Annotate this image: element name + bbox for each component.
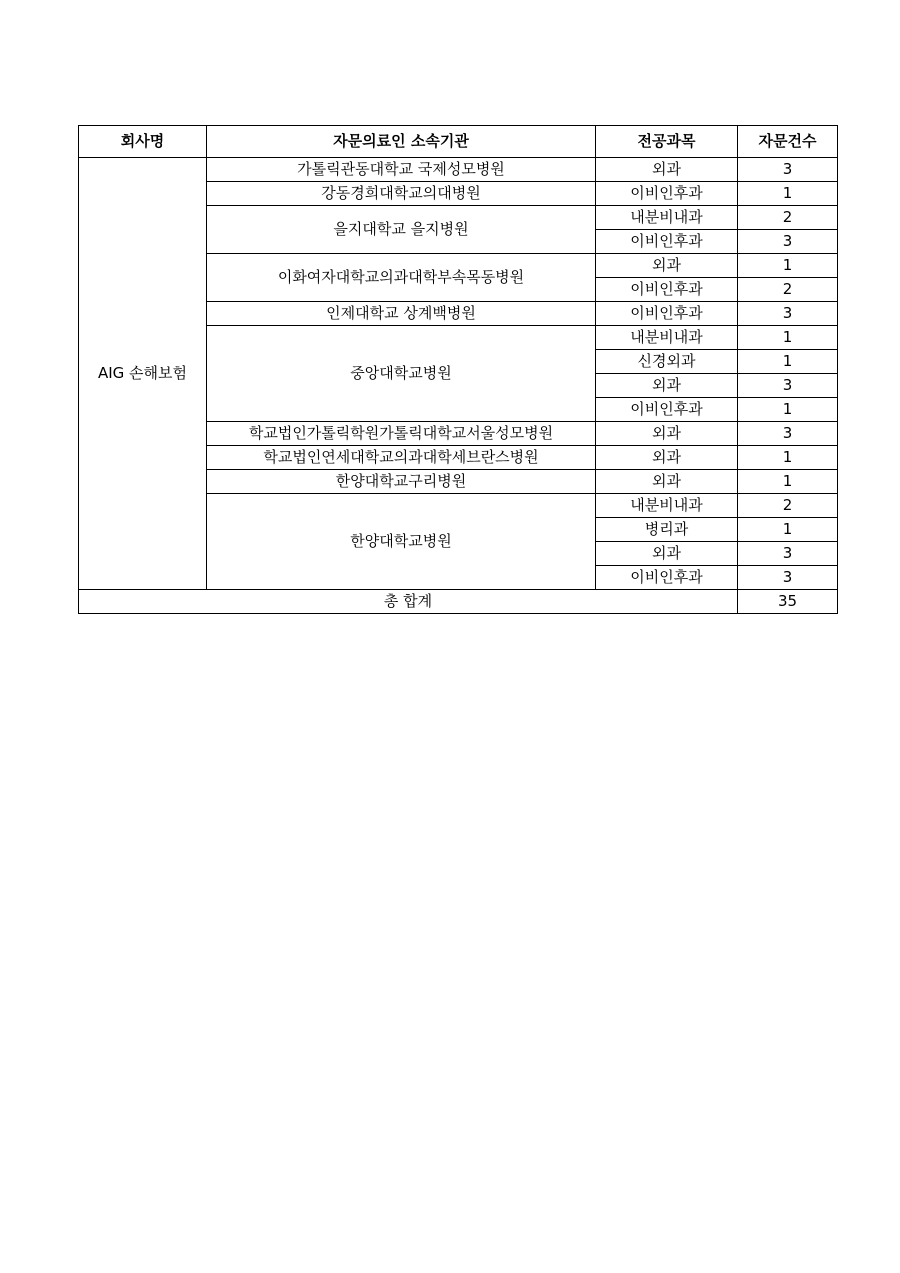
- specialty-cell: 내분비내과: [596, 326, 738, 350]
- specialty-cell: 이비인후과: [596, 182, 738, 206]
- institution-cell: 한양대학교구리병원: [207, 470, 596, 494]
- count-cell: 1: [738, 446, 838, 470]
- specialty-cell: 이비인후과: [596, 278, 738, 302]
- institution-cell: 학교법인가톨릭학원가톨릭대학교서울성모병원: [207, 422, 596, 446]
- count-cell: 1: [738, 182, 838, 206]
- consultation-table: [78, 125, 838, 614]
- specialty-cell: 외과: [596, 542, 738, 566]
- company-cell: AIG 손해보험: [79, 158, 207, 590]
- specialty-cell: 이비인후과: [596, 302, 738, 326]
- count-cell: 3: [738, 422, 838, 446]
- header-specialty: 전공과목: [596, 126, 738, 158]
- count-cell: 3: [738, 374, 838, 398]
- specialty-cell: 외과: [596, 374, 738, 398]
- count-cell: 3: [738, 566, 838, 590]
- specialty-cell: 내분비내과: [596, 494, 738, 518]
- count-cell: 1: [738, 326, 838, 350]
- count-cell: 3: [738, 158, 838, 182]
- header-company: 회사명: [79, 126, 207, 158]
- count-cell: 1: [738, 398, 838, 422]
- specialty-cell: 내분비내과: [596, 206, 738, 230]
- specialty-cell: 신경외과: [596, 350, 738, 374]
- institution-cell: 을지대학교 을지병원: [207, 206, 596, 254]
- total-label: 총 합계: [79, 590, 738, 614]
- institution-cell: 강동경희대학교의대병원: [207, 182, 596, 206]
- institution-cell: 중앙대학교병원: [207, 326, 596, 422]
- count-cell: 3: [738, 230, 838, 254]
- institution-cell: 이화여자대학교의과대학부속목동병원: [207, 254, 596, 302]
- count-cell: 3: [738, 542, 838, 566]
- count-cell: 1: [738, 470, 838, 494]
- header-institution: 자문의료인 소속기관: [207, 126, 596, 158]
- count-cell: 2: [738, 278, 838, 302]
- table-body: [79, 158, 838, 590]
- count-cell: 2: [738, 494, 838, 518]
- specialty-cell: 외과: [596, 422, 738, 446]
- table-row: [79, 158, 838, 182]
- specialty-cell: 이비인후과: [596, 398, 738, 422]
- count-cell: 1: [738, 518, 838, 542]
- specialty-cell: 외과: [596, 470, 738, 494]
- total-value: 35: [738, 590, 838, 614]
- institution-cell: 학교법인연세대학교의과대학세브란스병원: [207, 446, 596, 470]
- institution-cell: 가톨릭관동대학교 국제성모병원: [207, 158, 596, 182]
- count-cell: 1: [738, 254, 838, 278]
- specialty-cell: 이비인후과: [596, 566, 738, 590]
- total-row: [79, 590, 838, 614]
- count-cell: 2: [738, 206, 838, 230]
- specialty-cell: 외과: [596, 446, 738, 470]
- specialty-cell: 외과: [596, 254, 738, 278]
- specialty-cell: 이비인후과: [596, 230, 738, 254]
- header-row: [79, 126, 838, 158]
- header-count: 자문건수: [738, 126, 838, 158]
- count-cell: 3: [738, 302, 838, 326]
- count-cell: 1: [738, 350, 838, 374]
- specialty-cell: 병리과: [596, 518, 738, 542]
- specialty-cell: 외과: [596, 158, 738, 182]
- institution-cell: 한양대학교병원: [207, 494, 596, 590]
- institution-cell: 인제대학교 상계백병원: [207, 302, 596, 326]
